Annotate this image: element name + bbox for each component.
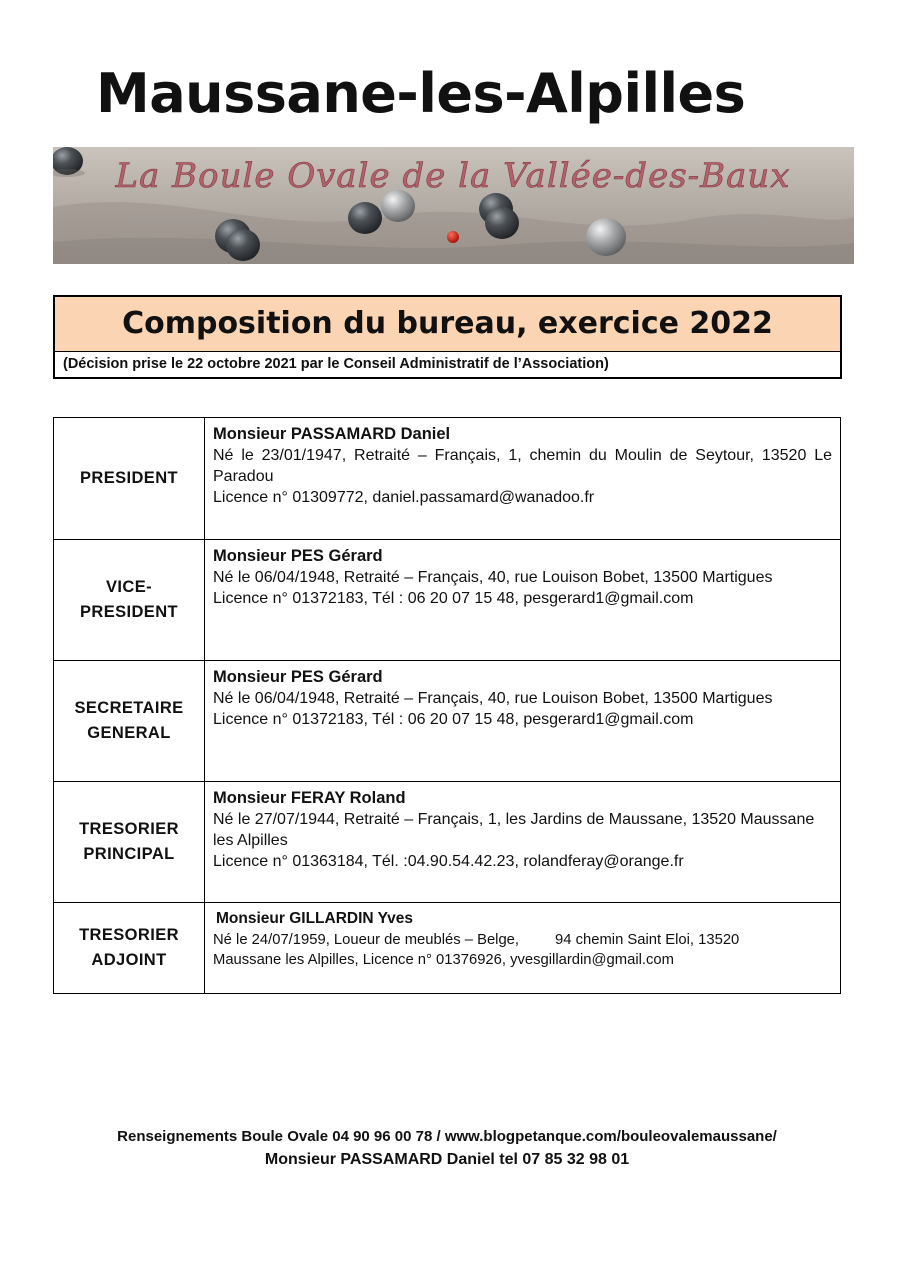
role-label: SECRETAIRE [74,699,184,717]
member-cell [205,661,841,782]
member-name: Monsieur FERAY Roland [213,789,406,807]
member-contact: Licence n° 01309772, daniel.passamard@wanadoo.fr [213,489,595,506]
role-cell [54,661,205,782]
role-cell [54,540,205,661]
member-name: Monsieur PES Gérard [213,668,383,686]
table-row [54,782,841,903]
member-name: Monsieur PASSAMARD Daniel [213,425,451,443]
banner-image [53,147,854,264]
role-label: VICE- [105,578,152,596]
heading-subtitle: (Décision prise le 22 octobre 2021 par le Conseil Administratif de l’Association) [63,356,609,372]
member-details: Né le 27/07/1944, Retraité – Français, 1, les Jardins de Maussane, 13520 Maussane les Alpilles [213,811,815,849]
member-details: Né le 23/01/1947, Retraité – Français, 1, chemin du Moulin de Seytour, 13520 Le Paradou [213,447,832,485]
footer-line-info: Renseignements Boule Ovale 04 90 96 00 78 / www.blogpetanque.com/bouleovalemaussane/ [117,1128,777,1145]
page-title: Maussane-les-Alpilles [96,62,746,125]
member-contact: Licence n° 01363184, Tél. :04.90.54.42.23, rolandferay@orange.fr [213,853,684,870]
role-cell [54,418,205,540]
member-details: Né le 06/04/1948, Retraité – Français, 40, rue Louison Bobet, 13500 Martigues [213,569,773,586]
member-name: Monsieur GILLARDIN Yves [216,910,413,927]
role-label: PRINCIPAL [83,845,175,863]
role-label: PRESIDENT [79,469,179,487]
role-label: TRESORIER [79,820,179,838]
member-details [213,930,832,950]
role-label: GENERAL [87,724,171,742]
role-label: ADJOINT [91,951,167,969]
bureau-table [53,417,841,994]
member-cell [205,540,841,661]
heading-title: Composition du bureau, exercice 2022 [55,297,840,352]
role-label: TRESORIER [79,926,179,944]
member-details-part: Né le 24/07/1959, Loueur de meublés – Belge, [213,932,520,948]
member-cell [205,782,841,903]
table-row [54,903,841,994]
member-contact: Licence n° 01372183, Tél : 06 20 07 15 48, pesgerard1@gmail.com [213,711,694,728]
member-details: Né le 06/04/1948, Retraité – Français, 40, rue Louison Bobet, 13500 Martigues [213,690,773,707]
table-row [54,540,841,661]
member-contact: Licence n° 01372183, Tél : 06 20 07 15 48, pesgerard1@gmail.com [213,590,694,607]
footer-line-contact: Monsieur PASSAMARD Daniel tel 07 85 32 98 01 [264,1151,630,1168]
member-cell [205,418,841,540]
banner-text: La Boule Ovale de la Vallée-des-Baux [115,156,791,196]
role-cell [54,903,205,994]
table-row [54,661,841,782]
member-contact: Maussane les Alpilles, Licence n° 01376926, yvesgillardin@gmail.com [213,952,674,968]
role-label: PRESIDENT [79,603,179,621]
role-cell [54,782,205,903]
heading-box [53,295,842,379]
member-name: Monsieur PES Gérard [213,547,383,565]
footer [53,1125,841,1171]
table-row [54,418,841,540]
member-details-part: 94 chemin Saint Eloi, 13520 [555,932,740,948]
member-cell [205,903,841,994]
